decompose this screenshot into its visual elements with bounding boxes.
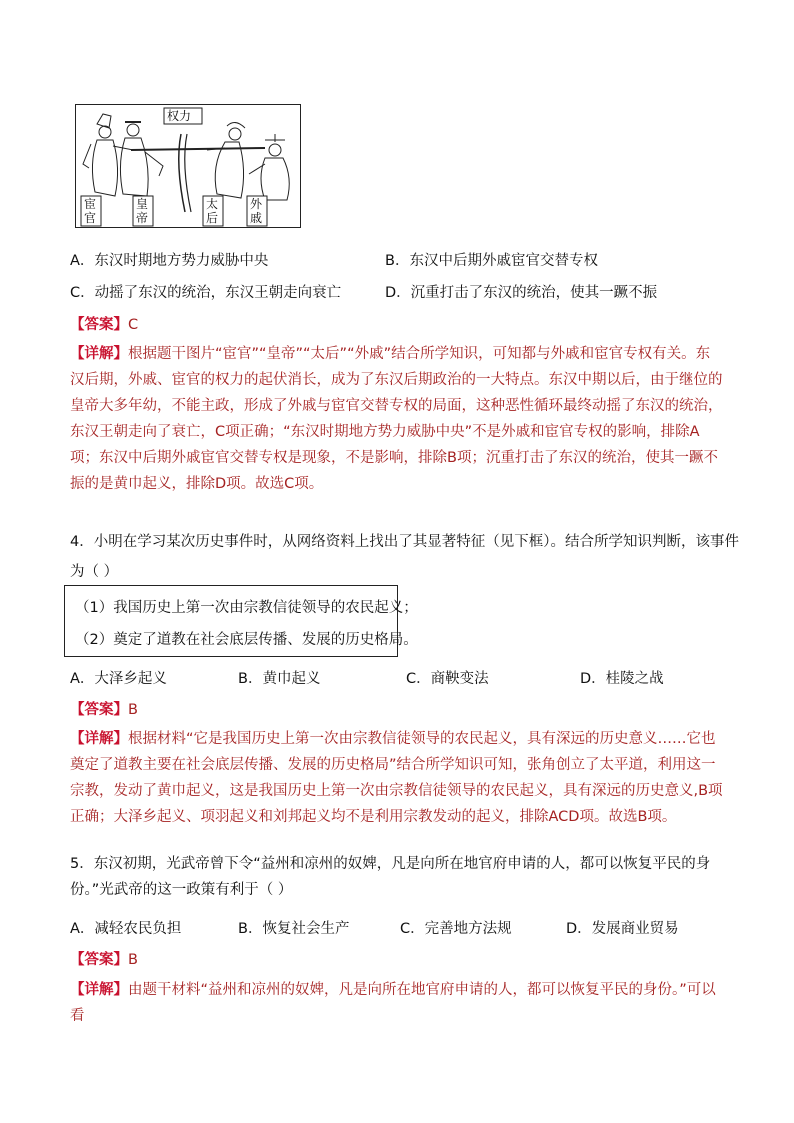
q5-detail bbox=[70, 977, 724, 1029]
q3-answer bbox=[70, 313, 138, 334]
label-eunuch: 宦官 bbox=[84, 197, 97, 225]
q5-answer-tag: 【答案】 bbox=[70, 952, 128, 968]
q5-detail-text-2: 可以看 bbox=[70, 982, 716, 1024]
q4-detail bbox=[70, 726, 724, 830]
q3-option-a: A．东汉时期地方势力威胁中央 bbox=[70, 253, 269, 269]
q4-answer-tag: 【答案】 bbox=[70, 702, 128, 718]
label-consort-clan: 外戚 bbox=[250, 197, 263, 225]
q3-detail-quote-1: “宦官”“皇帝”“太后”“外戚” bbox=[215, 346, 392, 362]
q4-option-a: A．大泽乡起义 bbox=[70, 671, 167, 687]
q3-detail-text-1: 根据题干图片 bbox=[128, 346, 215, 362]
label-power: 权力 bbox=[167, 109, 192, 123]
label-emperor: 皇帝 bbox=[136, 197, 149, 225]
q3-option-d: D．沉重打击了东汉的统治，使其一蹶不振 bbox=[385, 285, 658, 301]
q5-option-a: A．减轻农民负担 bbox=[70, 921, 182, 937]
q3-detail-tag: 【详解】 bbox=[70, 346, 128, 362]
q5-answer bbox=[70, 948, 138, 969]
q5-detail-tag: 【详解】 bbox=[70, 982, 128, 998]
q4-option-d: D．桂陵之战 bbox=[580, 671, 664, 687]
q5-stem: 5．东汉初期，光武帝曾下令“益州和凉州的奴婢，凡是向所在地官府申请的人，都可以恢复平民的身份。”光武帝的这一政策有利于（ ） bbox=[70, 856, 711, 898]
q4-option-b: B．黄巾起义 bbox=[238, 671, 321, 687]
q3-answer-tag: 【答案】 bbox=[70, 317, 128, 333]
q4-option-c: C．商鞅变法 bbox=[406, 671, 489, 687]
q5-option-b: B．恢复社会生产 bbox=[238, 921, 350, 937]
q4-box-line-1: （1）我国历史上第一次由宗教信徒领导的农民起义； bbox=[75, 600, 418, 616]
q4-stem-line-2: 为（ ） bbox=[70, 564, 119, 580]
q4-box-line-2: （2）奠定了道教在社会底层传播、发展的历史格局。 bbox=[75, 632, 418, 648]
q3-answer-value: C bbox=[128, 317, 139, 333]
q5-answer-value: B bbox=[128, 952, 138, 968]
label-empress-dowager: 太后 bbox=[206, 197, 219, 225]
q3-option-c: C．动摇了东汉的统治，东汉王朝走向衰亡 bbox=[70, 285, 342, 301]
q4-feature-box bbox=[64, 585, 418, 657]
q4-answer bbox=[70, 698, 138, 719]
q5-option-d: D．发展商业贸易 bbox=[566, 921, 679, 937]
q4-detail-text: 根据材料“它是我国历史上第一次由宗教信徒领导的农民起义，具有深远的历史意义……它也奠定了道教主要在社会底层传播、发展的历史格局”结合所学知识可知，张角创立了太平道，利用这一宗教，发动了黄巾起义，这是我国历史上第一次由宗教信徒领导的农民起义，具有深远的历史意义,B项正确；大泽乡起义、项羽起义和刘邦起义均不是利用宗教发动的起义，排除ACD项。故选B项。 bbox=[70, 731, 723, 825]
q5-detail-quote: “益州和凉州的奴婢，凡是向所在地官府申请的人，都可以恢复平民的身份。” bbox=[200, 982, 687, 998]
q3-detail-text-2: 结合所学知识，可知都与外戚和宦官专权有关。东汉后期，外戚、宦官的权力的起伏消长，成为了东汉后期政治的一大特点。东汉中期以后，由于继位的皇帝大多年幼，不能主政，形成了外戚与宦官交替专权的局面，这种恶性循环最终动摇了东汉的统治，东汉王朝走向了衰亡，C项正确； bbox=[70, 346, 723, 440]
q4-detail-tag: 【详解】 bbox=[70, 731, 128, 747]
q4-answer-value: B bbox=[128, 702, 138, 718]
q3-detail-text-3: 不是外戚和宦官专权的影响，排除A项；东汉中后期外戚宦官交替专权是现象，不是影响，排除B项；沉重打击了东汉的统治，使其一蹶不振的是黄巾起义，排除D项。故选C项。 bbox=[70, 424, 718, 492]
q3-detail bbox=[70, 341, 724, 497]
cartoon-figure bbox=[75, 104, 301, 228]
q5-detail-text-1: 由题干材料 bbox=[128, 982, 201, 998]
q5-option-c: C．完善地方法规 bbox=[400, 921, 512, 937]
q3-detail-quote-2: “东汉时期地方势力威胁中央” bbox=[283, 424, 473, 440]
q3-option-b: B．东汉中后期外戚宦官交替专权 bbox=[385, 253, 598, 269]
q4-stem-line-1: 4．小明在学习某次历史事件时，从网络资料上找出了其显著特征（见下框）。结合所学知识判断，该事件 bbox=[70, 534, 739, 550]
